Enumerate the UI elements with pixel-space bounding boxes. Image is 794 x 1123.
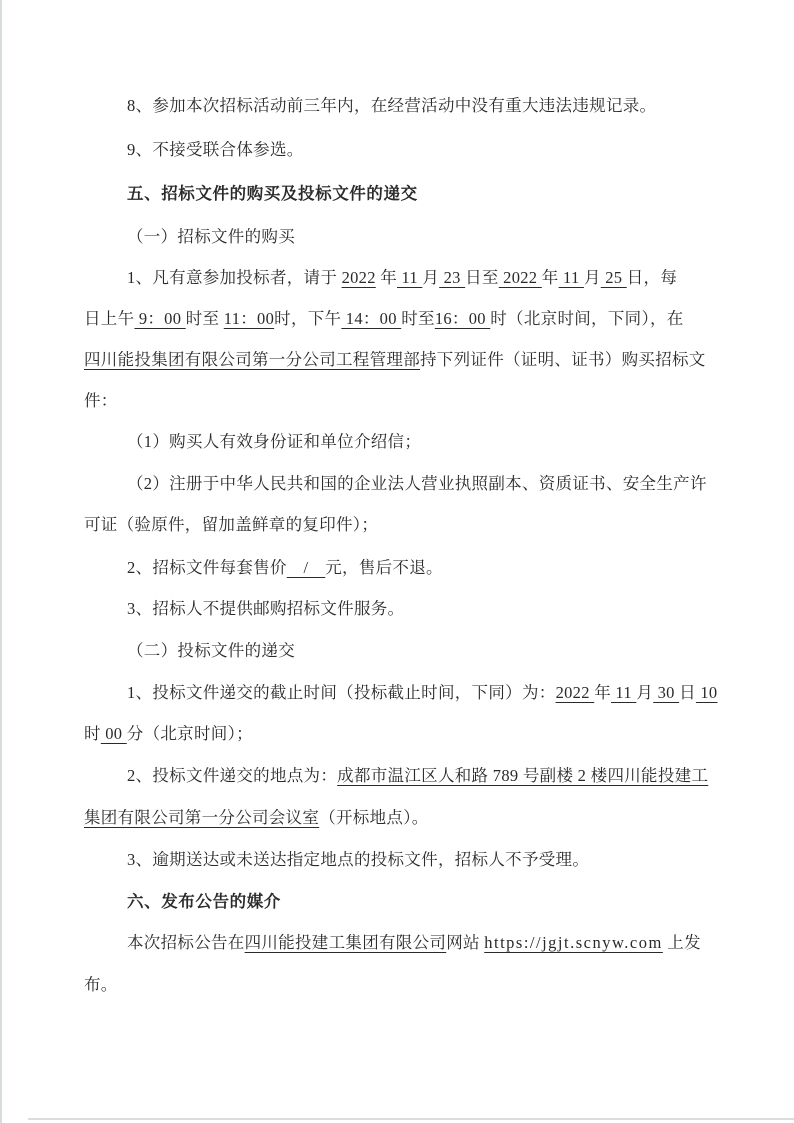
text-segment: 网站 bbox=[446, 933, 485, 952]
text-segment: 3、招标人不提供邮购招标文件服务。 bbox=[127, 599, 405, 618]
underlined-fill-in-text: 11：00 bbox=[223, 309, 275, 328]
underlined-fill-in-text: 16：00 bbox=[434, 309, 491, 328]
text-segment: 月 bbox=[583, 268, 601, 287]
scan-edge-left-artifact bbox=[0, 0, 2, 1123]
para-purchase-place-line1 bbox=[84, 349, 706, 371]
underlined-fill-in-text: 集团有限公司第一分公司会议室 bbox=[84, 808, 320, 827]
item-document-price bbox=[127, 557, 443, 579]
para-location-line2 bbox=[84, 807, 429, 829]
text-segment: 8、参加本次招标活动前三年内，在经营活动中没有重大违法违规记录。 bbox=[127, 96, 657, 115]
underlined-fill-in-text: 10 bbox=[695, 683, 718, 702]
text-segment: 五、招标文件的购买及投标文件的递交 bbox=[127, 185, 418, 203]
text-segment: 月 bbox=[636, 683, 654, 702]
para-purchase-place-line2 bbox=[84, 390, 118, 412]
item-1-id-and-letter bbox=[127, 431, 421, 453]
para-deadline-line1 bbox=[127, 682, 717, 704]
text-segment: 月 bbox=[422, 268, 440, 287]
text-segment: 3、逾期送达或未送达指定地点的投标文件，招标人不予受理。 bbox=[127, 850, 590, 869]
underlined-fill-in-text: 2022 bbox=[555, 683, 595, 702]
text-segment: 1、凡有意参加投标者，请于 bbox=[127, 268, 342, 287]
text-segment: 日，每 bbox=[626, 268, 678, 287]
text-segment: 日至 bbox=[465, 268, 499, 287]
text-segment: 2、招标文件每套售价 bbox=[127, 558, 287, 577]
underlined-fill-in-text: 2022 bbox=[341, 268, 376, 287]
text-segment: 时至 bbox=[401, 309, 435, 328]
item-8-no-violations bbox=[127, 95, 656, 117]
text-segment: （一）招标文件的购买 bbox=[127, 227, 295, 246]
underlined-fill-in-text: 成都市温江区人和路 789 号副楼 2 楼四川能投建工 bbox=[337, 766, 709, 785]
item-9-no-consortium bbox=[127, 139, 304, 161]
heading-6-announcement-media bbox=[127, 891, 281, 913]
text-segment: 时（北京时间，下同），在 bbox=[490, 309, 684, 328]
heading-5-purchase-and-submission bbox=[127, 183, 418, 205]
text-segment: 件： bbox=[84, 391, 118, 410]
text-segment: 元，售后不退。 bbox=[325, 558, 443, 577]
text-segment: 六、发布公告的媒介 bbox=[127, 893, 281, 911]
scan-edge-bottom-artifact bbox=[28, 1118, 794, 1120]
text-segment: 上发 bbox=[662, 933, 701, 952]
text-segment: 2、投标文件递交的地点为： bbox=[127, 766, 338, 785]
text-segment: 日上午 bbox=[84, 309, 135, 328]
text-segment: 9、不接受联合体参选。 bbox=[127, 140, 304, 159]
text-segment: 分（北京时间）； bbox=[126, 724, 253, 743]
para-announcement-line1 bbox=[127, 932, 701, 954]
text-segment: 持下列证件（证明、证书）购买招标文 bbox=[420, 350, 706, 369]
text-segment: 年 bbox=[375, 268, 398, 287]
text-segment: 1、投标文件递交的截止时间（投标截止时间，下同）为： bbox=[127, 683, 556, 702]
text-segment: 时至 bbox=[185, 309, 224, 328]
para-deadline-line2 bbox=[84, 723, 253, 745]
item-overdue-rejected bbox=[127, 849, 589, 871]
para-purchase-time-line1 bbox=[127, 267, 677, 289]
para-purchase-time-line2 bbox=[84, 308, 684, 330]
subheading-1-purchase bbox=[127, 226, 295, 248]
underlined-fill-in-text: 25 bbox=[600, 268, 627, 287]
text-segment: （开标地点）。 bbox=[319, 808, 429, 827]
underlined-fill-in-text: 14：00 bbox=[341, 309, 402, 328]
underlined-fill-in-text: / bbox=[286, 558, 326, 577]
text-segment: （二）投标文件的递交 bbox=[127, 641, 295, 660]
para-location-line1 bbox=[127, 765, 708, 787]
underlined-fill-in-text: 9：00 bbox=[134, 309, 186, 328]
item-2-license-line1 bbox=[127, 473, 707, 495]
item-2-license-line2 bbox=[84, 514, 378, 536]
item-no-mail-order bbox=[127, 598, 404, 620]
text-segment: （1）购买人有效身份证和单位介绍信； bbox=[127, 432, 422, 451]
underlined-fill-in-text: 11 bbox=[558, 268, 584, 287]
text-segment: 本次招标公告在 bbox=[127, 933, 245, 952]
underlined-fill-in-text: 四川能投集团有限公司第一分公司工程管理部 bbox=[84, 350, 420, 369]
text-segment: （2）注册于中华人民共和国的企业法人营业执照副本、资质证书、安全生产许 bbox=[127, 474, 707, 493]
para-announcement-line2 bbox=[84, 974, 118, 996]
underlined-fill-in-text: 四川能投建工集团有限公司 bbox=[244, 933, 447, 952]
website-url: https://jgjt.scnyw.com bbox=[484, 933, 663, 952]
text-segment: 日 bbox=[679, 683, 696, 702]
underlined-fill-in-text: 11 bbox=[397, 268, 423, 287]
underlined-fill-in-text: 00 bbox=[100, 724, 127, 743]
text-segment: 年 bbox=[594, 683, 611, 702]
text-segment: 年 bbox=[541, 268, 559, 287]
underlined-fill-in-text: 23 bbox=[439, 268, 466, 287]
text-segment: 布。 bbox=[84, 975, 118, 994]
text-segment: 可证（验原件，留加盖鲜章的复印件）； bbox=[84, 515, 379, 534]
text-segment: 时，下午 bbox=[274, 309, 342, 328]
underlined-fill-in-text: 11 bbox=[611, 683, 637, 702]
underlined-fill-in-text: 2022 bbox=[498, 268, 542, 287]
underlined-fill-in-text: 30 bbox=[653, 683, 680, 702]
subheading-2-submission bbox=[127, 640, 295, 662]
text-segment: 时 bbox=[84, 724, 101, 743]
